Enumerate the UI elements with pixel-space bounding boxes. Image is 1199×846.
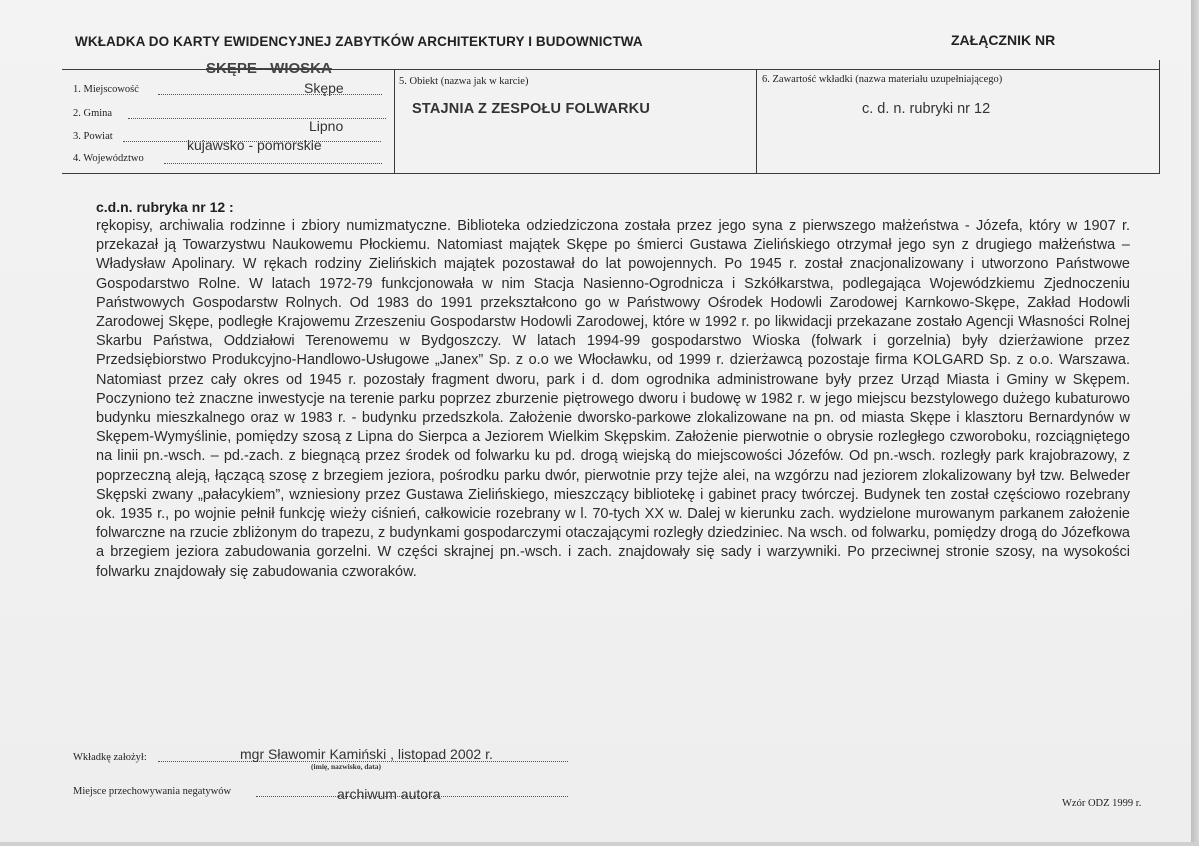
table-divider-1 [394, 69, 395, 173]
author-value: mgr Sławomir Kamiński , listopad 2002 r. [240, 746, 493, 762]
object-label: 5. Obiekt (nazwa jak w karcie) [399, 76, 529, 87]
content-label: 6. Zawartość wkładki (nazwa materiału uzupełniającego) [762, 74, 1003, 85]
struck-location-heading: SKĘPE - WIOSKA [206, 60, 332, 77]
field-value-locality: Skępe [304, 80, 344, 96]
author-note: (imię, nazwisko, data) [311, 762, 381, 771]
table-bottom-border [62, 173, 1160, 174]
scan-edge [1191, 0, 1199, 846]
field-value-county: Lipno [309, 118, 344, 134]
field-line-commune [128, 118, 386, 119]
object-value: STAJNIA Z ZESPOŁU FOLWARKU [412, 101, 651, 117]
field-label-locality: 1. Miejscowość [73, 84, 139, 95]
scan-edge-bottom [0, 842, 1199, 846]
field-label-commune: 2. Gmina [73, 108, 113, 119]
document-title: WKŁADKA DO KARTY EWIDENCYJNEJ ZABYTKÓW ARCHITEKTURY I BUDOWNICTWA [75, 34, 643, 49]
field-value-voivodeship: kujawsko - pomorskie [187, 137, 322, 153]
author-label: Wkładkę założył: [73, 752, 147, 763]
annex-label: ZAŁĄCZNIK NR [951, 32, 1056, 48]
field-label-voivodeship: 4. Województwo [73, 153, 144, 164]
negatives-label: Miejsce przechowywania negatywów [73, 786, 232, 797]
negatives-value: archiwum autora [337, 786, 441, 802]
content-value: c. d. n. rubryki nr 12 [862, 101, 991, 117]
section-heading: c.d.n. rubryka nr 12 : [96, 199, 234, 215]
table-right-border [1159, 60, 1160, 174]
section-body-text: rękopisy, archiwalia rodzinne i zbiory numizmatyczne. Biblioteka odziedziczona została przez jego syna z pierwszego małżeństwa - Józefa, który w 1907 r. przekazał ją Towarzystwu Naukowemu Płockiemu. Natomiast majątek Skępe po śmierci Gustawa Zielińskiego otrzymał jego syn z drugiego małżeństwa – Władysław Apolinary. W rękach rodziny Zielińskich majątek pozostawał do lat powojennych. Po 1945 r. został znacjonalizowany i utworzono Państwowe Gospodarstwo Rolne. W latach 1972-79 funkcjonowała w nim Stacja Nasienno-Ogrodnicza i Szkółkarstwa, podlegająca Wojewódzkiemu Zjednoczeniu Państwowych Gospodarstw Rolnych. Od 1983 do 1991 przekształcono go w Państwowy Ośrodek Hodowli Zarodowej Karnkowo-Skępe, Zakład Hodowli Zarodowej Skępe, podległe Krajowemu Zrzeszeniu Gospodarstw Hodowli Zarodowej, które w 1992 r. po likwidacji przekazane zostało Agencji Własności Rolnej Skarbu Państwa, Oddziałowi Terenowemu w Bydgoszczy. W latach 1994-99 gospodarstwo Wioska (folwark i gorzelnia) były dzierżawione przez Przedsiębiorstwo Produkcyjno-Handlowo-Usługowe „Janex” Sp. z o.o we Włocławku, od 1999 r. dzierżawcą pozostaje firma KOLGARD Sp. z o.o. Warszawa. Natomiast przez cały okres od 1945 r. pozostały fragment dworu, park i d. dom ogrodnika administrowane były przez Urząd Miasta i Gminy w Skępem. Poczyniono też znaczne inwestycje na terenie parku poprzez zburzenie piętrowego dworu i budowę w 1982 r. w jego miejscu bezstylowego dużego kubaturowo budynku mieszkalnego oraz w 1983 r. - budynku przedszkola. Założenie dworsko-parkowe zlokalizowane na pn. od miasta Skępe i klasztoru Bernardynów w Skępem-Wymyślinie, pomiędzy szosą z Lipna do Sierpca a Jeziorem Wielkim Skępskim. Założenie pierwotnie o obrysie rozległego czworoboku, rozciągniętego na linii pn.-wsch. – pd.-zach. z biegnącą przez środek od folwarku ku pd. drogą wiejską do miejscowości Józefów. Od pn.-wsch. rozległy park krajobrazowy, z poprzeczną aleją, łączącą szosę z brzegiem jeziora, pośrodku parku dwór, pierwotnie przy tejże alei, na wzgórzu nad jeziorem zlokalizowany był tzw. Belweder Skępski zwany „pałacykiem”, wzniesiony przez Gustawa Zielińskiego, mieszczący bibliotekę i gabinet pracy twórczej. Budynek ten został częściowo rozebrany ok. 1935 r., po wojnie pełnił funkcję wieży ciśnień, całkowicie rozebrany w l. 70-tych XX w. Dalej w kierunku zach. wydzielone murowanym parkanem założenie folwarczne na rzucie zbliżonym do trapezu, z budynkami gospodarczymi otaczającymi rozległy dziedziniec. Na wsch. od folwarku, pomiędzy drogą do Józefkowa a brzegiem jeziora zabudowania gorzelni. W części skrajnej pn.-wsch. i zach. znajdowały się sady i warzywniki. Po przeciwnej stronie szosy, na wysokości folwarku znajdowały się zabudowania czworaków. [96, 218, 1130, 580]
field-label-county: 3. Powiat [73, 131, 113, 142]
field-line-locality [158, 94, 382, 95]
field-line-voivodeship [164, 163, 382, 164]
table-divider-2 [756, 69, 757, 173]
form-code: Wzór ODZ 1999 r. [1062, 798, 1142, 809]
